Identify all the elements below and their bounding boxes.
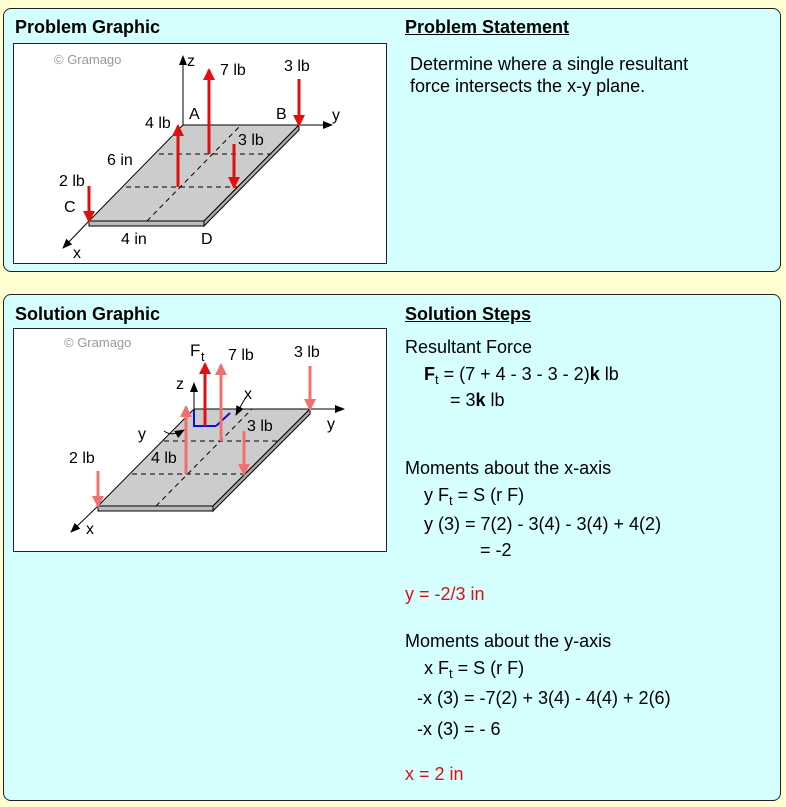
plate-front-edge bbox=[89, 221, 204, 226]
label-force-4: 4 lb bbox=[151, 450, 177, 467]
moments-x-result: = -2 bbox=[480, 540, 512, 560]
label-a: A bbox=[189, 106, 200, 123]
label-force-3-corner: 3 lb bbox=[284, 58, 310, 75]
my-eq-post: = S (r F) bbox=[452, 658, 525, 678]
label-force-3-mid: 3 lb bbox=[238, 132, 264, 149]
label-c: C bbox=[64, 199, 76, 216]
label-force-3-corner: 3 lb bbox=[294, 344, 320, 361]
problem-graphic-heading: Problem Graphic bbox=[15, 17, 161, 37]
solution-graphic-heading: Solution Graphic bbox=[15, 304, 161, 324]
ft-result-unit: lb bbox=[485, 390, 505, 410]
ft-expression: = (7 + 4 - 3 - 3 - 2) bbox=[438, 364, 590, 384]
label-ft-sub: t bbox=[201, 349, 205, 364]
moments-x-calc: y (3) = 7(2) - 3(4) - 3(4) + 4(2) bbox=[424, 514, 662, 534]
label-x-upper: x bbox=[244, 386, 252, 403]
label-z: z bbox=[187, 53, 195, 70]
mx-eq-post: = S (r F) bbox=[452, 485, 525, 505]
label-force-4: 4 lb bbox=[145, 115, 171, 132]
my-eq-sub: t bbox=[449, 666, 453, 681]
x-axis bbox=[63, 221, 89, 248]
y-answer: y = -2/3 in bbox=[405, 584, 485, 604]
label-force-2: 2 lb bbox=[59, 173, 85, 190]
label-y-left: y bbox=[138, 426, 146, 443]
label-force-3-mid: 3 lb bbox=[247, 418, 273, 435]
label-dim-4: 4 in bbox=[121, 231, 147, 248]
my-eq-pre: x F bbox=[424, 658, 449, 678]
x-answer: x = 2 in bbox=[405, 764, 464, 784]
label-ft: F bbox=[190, 341, 201, 360]
problem-statement-line2: force intersects the x-y plane. bbox=[410, 76, 646, 96]
moments-y-calc1: -x (3) = -7(2) + 3(4) - 4(4) + 2(6) bbox=[417, 688, 671, 708]
label-b: B bbox=[276, 106, 287, 123]
label-force-7: 7 lb bbox=[220, 62, 246, 79]
ft-result-k: k bbox=[475, 390, 486, 410]
plate-front-edge bbox=[98, 506, 213, 511]
ft-subscript: t bbox=[435, 372, 439, 387]
problem-panel bbox=[3, 8, 781, 272]
label-d: D bbox=[201, 231, 213, 248]
label-y: y bbox=[332, 107, 340, 124]
label-force-7: 7 lb bbox=[228, 347, 254, 364]
problem-diagram bbox=[14, 44, 386, 263]
moments-x-equation bbox=[424, 484, 524, 506]
watermark: © Gramago bbox=[54, 52, 122, 67]
ft-result-value: = 3 bbox=[450, 390, 476, 410]
moments-x-title: Moments about the x-axis bbox=[405, 458, 612, 478]
resultant-result bbox=[450, 389, 505, 411]
solution-graphic bbox=[13, 328, 387, 552]
moments-y-title: Moments about the y-axis bbox=[405, 631, 612, 651]
resultant-equation bbox=[424, 363, 619, 385]
solution-diagram bbox=[14, 329, 386, 551]
ft-symbol: F bbox=[424, 364, 435, 384]
problem-statement-line1: Determine where a single resultant bbox=[410, 54, 689, 74]
ft-unit: lb bbox=[599, 364, 619, 384]
label-y: y bbox=[327, 416, 335, 433]
moments-y-equation bbox=[424, 657, 524, 679]
label-z: z bbox=[176, 376, 184, 393]
solution-panel bbox=[3, 294, 781, 801]
label-x: x bbox=[86, 521, 94, 538]
label-dim-6: 6 in bbox=[107, 152, 133, 169]
problem-statement-heading: Problem Statement bbox=[405, 17, 570, 37]
problem-graphic bbox=[13, 43, 387, 264]
resultant-title: Resultant Force bbox=[405, 337, 533, 357]
label-x: x bbox=[73, 245, 81, 262]
solution-steps-heading: Solution Steps bbox=[405, 304, 531, 324]
moments-y-calc2: -x (3) = - 6 bbox=[417, 719, 501, 739]
label-force-2: 2 lb bbox=[69, 450, 95, 467]
mx-eq-sub: t bbox=[449, 493, 453, 508]
k-unit-vector: k bbox=[589, 364, 600, 384]
watermark: © Gramago bbox=[64, 335, 132, 350]
mx-eq-pre: y F bbox=[424, 485, 449, 505]
